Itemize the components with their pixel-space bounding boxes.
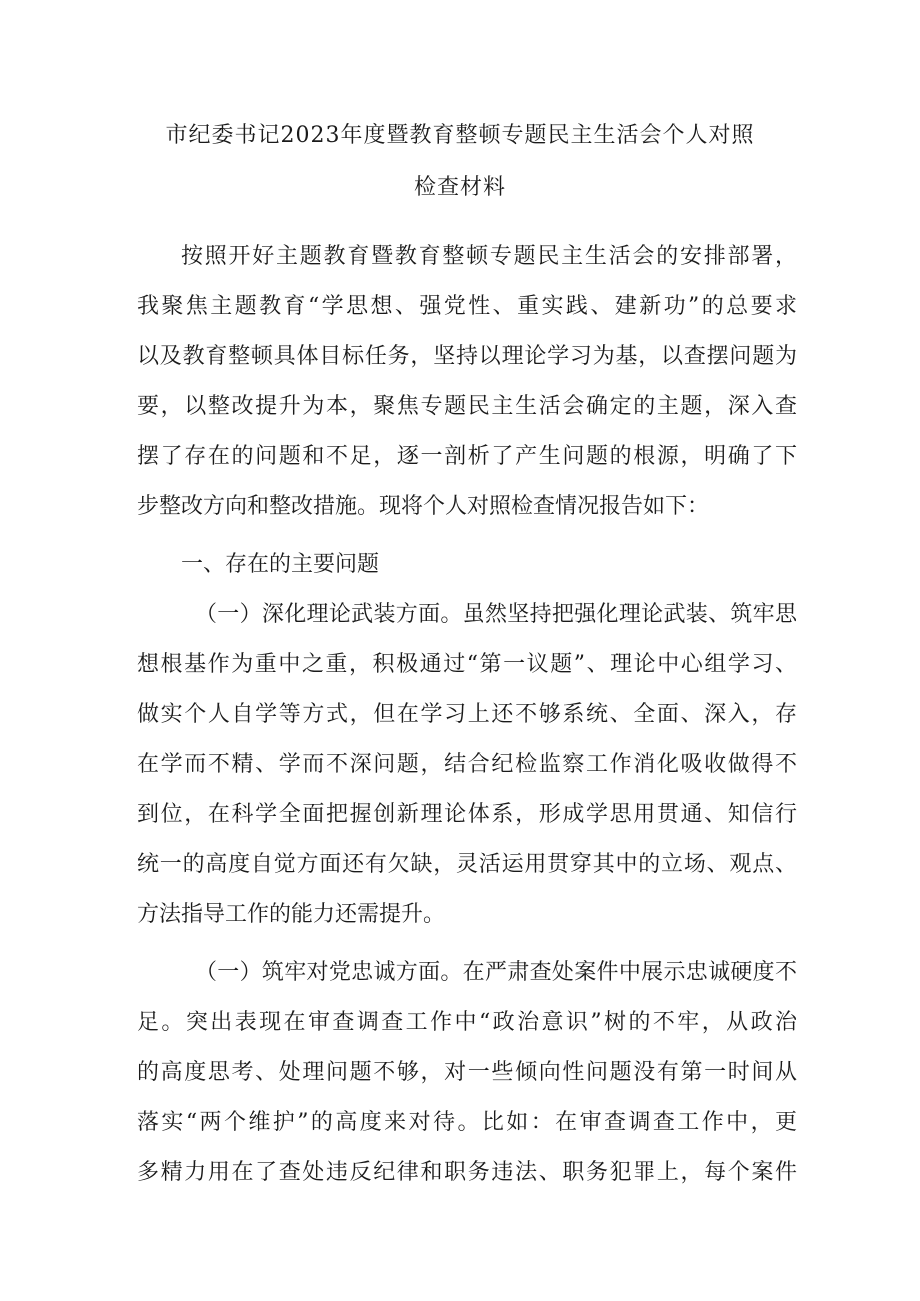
document-title-line-1: 市纪委书记2023年度暨教育整顿专题民主生活会个人对照 (165, 123, 755, 148)
paragraph-line: 落实“两个维护”的高度来对待。比如：在审查调查工作中，更 (137, 1110, 797, 1135)
paragraph-line: 统一的高度自觉方面还有欠缺，灵活运用贯穿其中的立场、观点、 (137, 852, 797, 877)
paragraph-line: 方法指导工作的能力还需提升。 (137, 902, 446, 927)
paragraph-line: 摆了存在的问题和不足，逐一剖析了产生问题的根源，明确了下 (137, 444, 797, 469)
paragraph-line: 想根基作为重中之重，积极通过“第一议题”、理论中心组学习、 (137, 652, 797, 677)
paragraph-line: （一）筑牢对党忠诚方面。在严肃查处案件中展示忠诚硬度不 (195, 960, 797, 985)
paragraph-line: 要，以整改提升为本，聚焦专题民主生活会确定的主题，深入查 (137, 394, 797, 419)
paragraph-line: 按照开好主题教育暨教育整顿专题民主生活会的安排部署， (181, 244, 797, 269)
paragraph-line: 做实个人自学等方式，但在学习上还不够系统、全面、深入，存 (137, 702, 797, 727)
document-title-line-2: 检查材料 (413, 175, 506, 200)
paragraph-line: 以及教育整顿具体目标任务，坚持以理论学习为基，以查摆问题为 (137, 344, 797, 369)
section-heading: 一、存在的主要问题 (181, 552, 380, 577)
paragraph-line: 足。突出表现在审查调查工作中“政治意识”树的不牢，从政治 (137, 1010, 797, 1035)
paragraph-line: 步整改方向和整改措施。现将个人对照检查情况报告如下： (137, 494, 710, 519)
paragraph-line: （一）深化理论武装方面。虽然坚持把强化理论武装、筑牢思 (195, 602, 797, 627)
paragraph-line: 我聚焦主题教育“学思想、强党性、重实践、建新功”的总要求 (137, 294, 797, 319)
paragraph-line: 在学而不精、学而不深问题，结合纪检监察工作消化吸收做得不 (137, 752, 797, 777)
paragraph-line: 的高度思考、处理问题不够，对一些倾向性问题没有第一时间从 (137, 1060, 797, 1085)
paragraph-line: 到位，在科学全面把握创新理论体系，形成学思用贯通、知信行 (137, 802, 797, 827)
paragraph-line: 多精力用在了查处违反纪律和职务违法、职务犯罪上，每个案件 (137, 1160, 797, 1185)
